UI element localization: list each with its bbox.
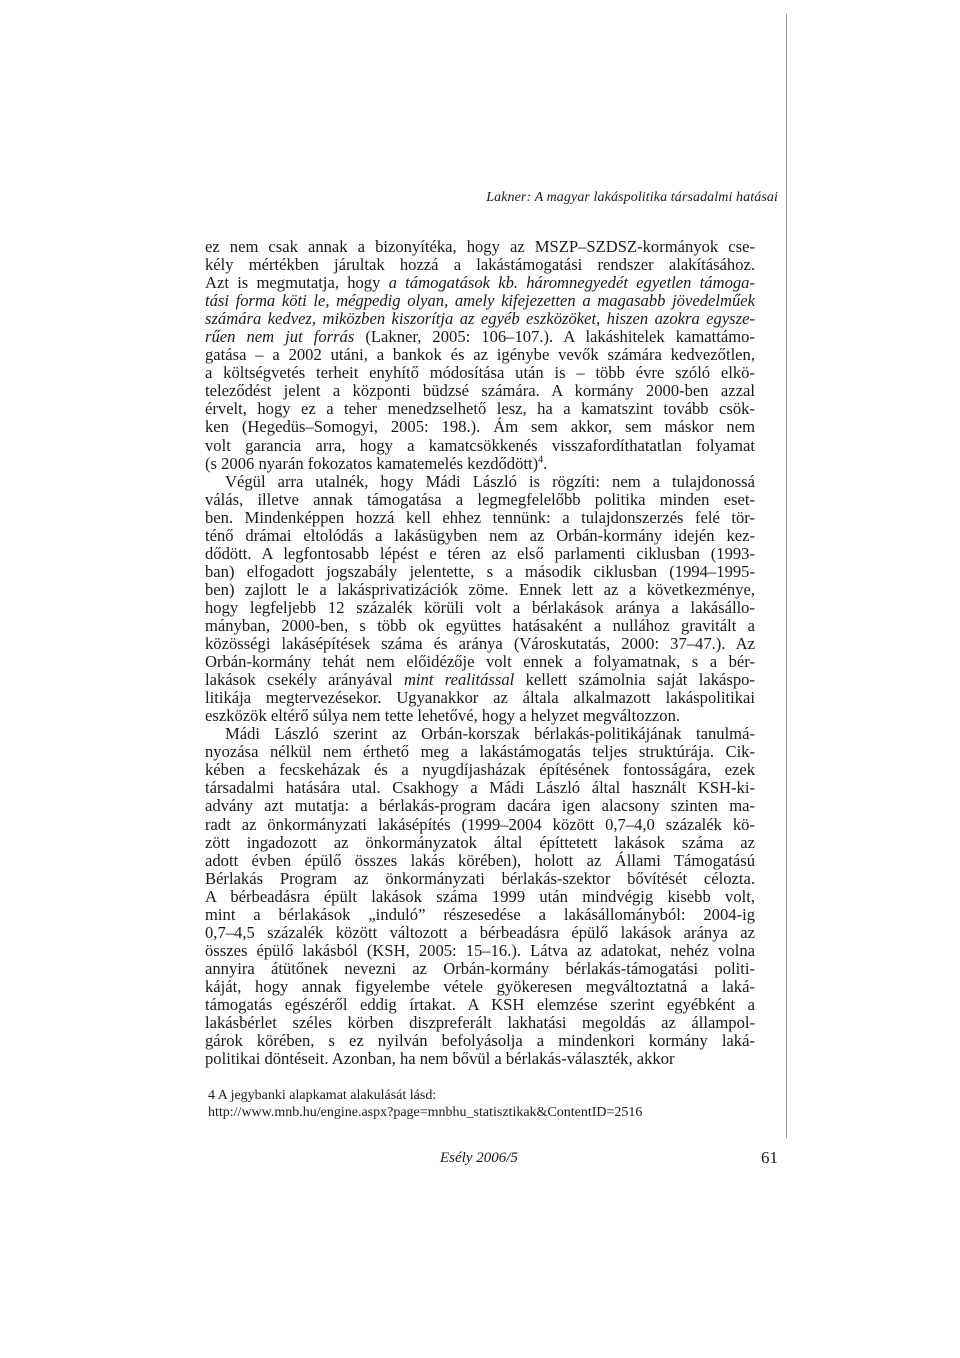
text-segment: Orbán-kormány tehát nem előidézője volt ennek a folyamatnak, s a bér-	[205, 652, 755, 672]
text-segment: káját, hogy annak figyelembe vétele gyökeresen megváltoztatná a laká-	[205, 976, 755, 996]
text-segment: ben. Mindenképpen hozzá kell ehhez tennünk: a tulajdonszerzés felé tör-	[205, 507, 755, 527]
text-segment: kellett számolnia saját lakáspo-	[514, 670, 755, 690]
text-segment: radt az önkormányzati lakásépítés (1999–2004 között 0,7–4,0 százalék kö-	[205, 814, 755, 834]
text-line	[205, 852, 755, 870]
text-segment: Bérlakás Program az önkormányzati bérlakás-szektor bővítését célozta.	[205, 868, 755, 888]
footnote	[208, 1088, 768, 1121]
text-segment: összes épülő lakásból (KSH, 2005: 15–16.). Látva az adatokat, nehéz volna	[205, 940, 755, 960]
text-line	[205, 707, 755, 725]
text-line	[205, 581, 755, 599]
text-line	[205, 418, 755, 436]
text-line	[205, 491, 755, 509]
text-segment: ban) elfogadott jogszabály jelentette, s a második ciklusban (1994–1995-	[205, 561, 755, 581]
text-line	[205, 779, 755, 797]
text-line	[205, 635, 755, 653]
text-line	[205, 834, 755, 852]
text-line	[205, 743, 755, 761]
text-segment: 0,7–4,5 százalék között változott a bérbeadásra épülő lakások aránya az	[205, 922, 755, 942]
text-segment: Azt is megmutatja, hogy	[205, 273, 389, 293]
text-segment: közösségi lakásépítések száma és aránya (Városkutatás, 2000: 37–47.). Az	[205, 634, 755, 654]
text-line	[205, 906, 755, 924]
text-line	[205, 1050, 755, 1068]
text-segment: lakások csekély arányával	[205, 670, 404, 690]
footnote-url: http://www.mnb.hu/engine.aspx?page=mnbhu_statisztikak&ContentID=2516	[208, 1104, 643, 1120]
text-segment: advány azt mutatja: a bérlakás-program dacára igen alacsony szinten ma-	[205, 796, 755, 816]
text-segment: zött ingadozott az önkormányzatok által építtetett lakások száma az	[205, 832, 755, 852]
text-segment: mányban, 2000-ben, s több ok együttes hatásaként a nullához gravitált a	[205, 615, 755, 635]
text-segment: kély mértékben járultak hozzá a lakástámogatási rendszer alakításához.	[205, 255, 755, 275]
text-segment: válás, illetve annak támogatása a legmegfelelőbb politika minden eset-	[205, 489, 755, 509]
text-line	[205, 599, 755, 617]
text-segment: annyira átütőnek nevezni az Orbán-kormány bérlakás-támogatási politi-	[205, 958, 755, 978]
text-segment: nyozása nélkül nem érthető meg a lakástámogatás teljes struktúrája. Cik-	[205, 742, 755, 762]
text-line	[205, 725, 755, 743]
footnote-text: 4 A jegybanki alapkamat alakulását lásd:	[208, 1088, 437, 1103]
italic-quote: mint realitással	[403, 670, 515, 690]
text-segment: kében a fecskeházak és a nyugdíjasházak építésének fontosságára, ezek	[205, 760, 755, 780]
text-segment: a költségvetés terheit enyhítő módosítása után is – több évre szóló elkö-	[205, 363, 755, 383]
text-line	[205, 671, 755, 689]
text-line	[205, 960, 755, 978]
margin-rule	[786, 14, 787, 1138]
text-segment: ténő drámai eltolódás a lakásügyben nem az Orbán-kormány idején kez-	[205, 525, 755, 545]
text-line	[205, 274, 755, 292]
text-line	[205, 364, 755, 382]
text-line	[205, 509, 755, 527]
text-segment: litikája megtervezésekor. Ugyanakkor az általa alkalmazott lakáspolitikai	[205, 688, 755, 708]
text-segment: mint a bérlakások „induló” részesedése a lakásállományból: 2004-ig	[205, 904, 755, 924]
text-line	[205, 870, 755, 888]
text-segment: adott évben épülő összes lakás körében), holott az Állami Támogatású	[205, 850, 755, 870]
text-line	[205, 437, 755, 455]
text-segment: gárok körében, s ez nyilván befolyásolja a mindenkori kormány laká-	[205, 1031, 755, 1051]
text-line	[205, 942, 755, 960]
text-segment: Mádi László szerint az Orbán-korszak bérlakás-politikájának tanulmá-	[225, 724, 755, 744]
italic-quote: rűen nem jut forrás	[205, 327, 355, 347]
text-line	[205, 689, 755, 707]
text-segment: ken (Hegedüs–Somogyi, 2005: 198.). Ám sem akkor, sem máskor nem	[205, 417, 755, 437]
journal-issue: Esély 2006/5	[440, 1150, 518, 1166]
text-segment: ez nem csak annak a bizonyítéka, hogy az MSZP–SZDSZ-kormányok cse-	[205, 237, 755, 256]
text-segment: Végül arra utalnék, hogy Mádi László is rögzíti: nem a tulajdonossá	[225, 471, 755, 491]
page-number: 61	[761, 1148, 778, 1167]
text-line	[205, 816, 755, 834]
text-line	[205, 978, 755, 996]
text-segment: lakásbérlet széles körben diszpreferált lakhatási megoldás az állampol-	[205, 1013, 755, 1033]
text-line	[205, 473, 755, 491]
text-line	[205, 328, 755, 346]
text-line	[205, 527, 755, 545]
text-segment: társadalmi hatására utal. Csakhogy a Mádi László által használt KSH-ki-	[205, 778, 755, 798]
text-segment: dődött. A legfontosabb lépést e téren az első parlamenti ciklusban (1993-	[205, 543, 755, 563]
running-head: Lakner: A magyar lakáspolitika társadalmi hatásai	[486, 190, 778, 205]
text-segment: érvelt, hogy ez a teher menedzselhető lesz, ha a kamatszint tovább csök-	[205, 399, 755, 419]
text-line	[205, 256, 755, 274]
text-segment: teleződést jelent a központi büdzsé számára. A kormány 2000-ben azzal	[205, 381, 755, 401]
text-line	[205, 996, 755, 1014]
text-line	[205, 292, 755, 310]
text-segment: politikai döntéseit. Azonban, ha nem bővül a bérlakás-választék, akkor	[205, 1049, 675, 1069]
italic-quote: tási forma köti le, mégpedig olyan, amely kifejezetten a magasabb jövedelműek	[205, 291, 755, 311]
text-segment: hogy legfeljebb 12 százalék körüli volt a bérlakások aránya a lakásállo-	[205, 597, 755, 617]
text-line	[205, 545, 755, 563]
italic-quote: számára kedvez, miközben kiszorítja az egyéb eszközöket, hiszen azokra egysze-	[205, 309, 755, 329]
text-line	[205, 888, 755, 906]
text-segment: (Lakner, 2005: 106–107.). A lakáshitelek kamattámo-	[354, 327, 755, 347]
text-segment: .	[543, 453, 548, 473]
text-segment: (s 2006 nyarán fokozatos kamatemelés kezdődött)	[205, 453, 539, 473]
text-line	[205, 653, 755, 671]
text-line	[205, 400, 755, 418]
text-line	[205, 346, 755, 364]
text-line	[205, 617, 755, 635]
text-segment: támogatás egészéről eddig írtakat. A KSH elemzése szerint egyébként a	[205, 994, 755, 1014]
text-line	[205, 310, 755, 328]
text-line	[205, 1014, 755, 1032]
footnote-ref: 4	[538, 454, 544, 466]
text-line	[205, 455, 755, 473]
text-segment: volt garancia arra, hogy a kamatcsökkenés visszafordíthatatlan folyamat	[205, 435, 755, 455]
text-line	[205, 563, 755, 581]
text-segment: eszközök eltérő súlya nem tette lehetővé, hogy a helyzet megváltozzon.	[205, 706, 681, 726]
text-line	[205, 382, 755, 400]
body-text	[205, 238, 755, 1068]
italic-quote: a támogatások kb. háromnegyedét egyetlen támoga-	[388, 273, 755, 293]
text-line	[205, 1032, 755, 1050]
text-line	[205, 797, 755, 815]
text-segment: gatása – a 2002 utáni, a bankok és az igénybe vevők számára kedvezőtlen,	[205, 345, 755, 365]
text-line	[205, 924, 755, 942]
text-segment: A bérbeadásra épült lakások száma 1999 után mindvégig kisebb volt,	[205, 886, 755, 906]
text-segment: ben) zajlott le a lakásprivatizációk zöme. Ennek lett az a következménye,	[205, 579, 755, 599]
text-line	[205, 238, 755, 256]
text-line	[205, 761, 755, 779]
